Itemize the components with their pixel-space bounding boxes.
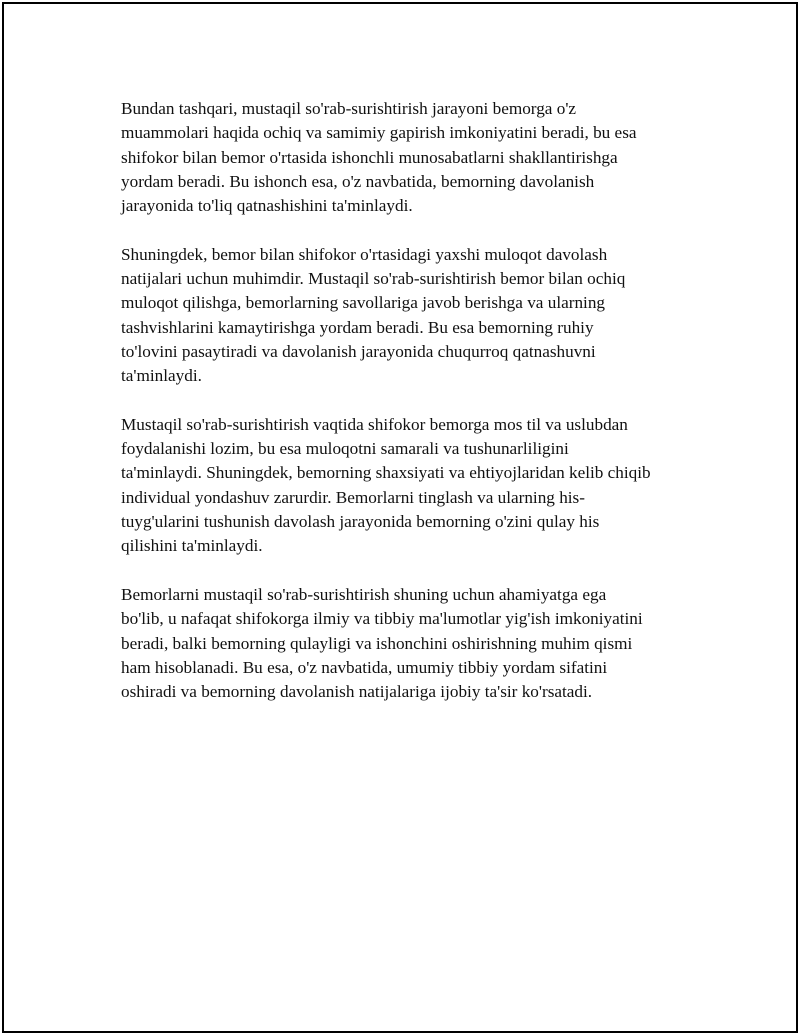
page-frame	[2, 2, 798, 1033]
paragraph-4: Bemorlarni mustaqil so'rab-surishtirish shuning uchun ahamiyatga ega bo'lib, u nafaqat shifokorga ilmiy va tibbiy ma'lumotlar yig'ish imkoniyatini beradi, balki bemorning qulayligi va ishonchini oshirishning muhim qismi ham hisoblanadi. Bu esa, o'z navbatida, umumiy tibbiy yordam sifatini oshiradi va bemorning davolanish natijalariga ijobiy ta'sir ko'rsatadi.	[121, 584, 643, 702]
document-body	[121, 97, 701, 729]
paragraph-3: Mustaqil so'rab-surishtirish vaqtida shifokor bemorga mos til va uslubdan foydalanishi lozim, bu esa muloqotni samarali va tushunarliligini ta'minlaydi. Shuningdek, bemorning shaxsiyati va ehtiyojlaridan kelib chiqib individual yondashuv zarurdir. Bemorlarni tinglash va ularning his- tuyg'ularini tushunish davolash jarayonida bemorning o'zini qulay his qilishini ta'minlaydi.	[121, 414, 651, 556]
paragraph-1: Bundan tashqari, mustaqil so'rab-surishtirish jarayoni bemorga o'z muammolari haqida ochiq va samimiy gapirish imkoniyatini beradi, bu esa shifokor bilan bemor o'rtasida ishonchli munosabatlarni shakllantirishga yordam beradi. Bu ishonch esa, o'z navbatida, bemorning davolanish jarayonida to'liq qatnashishini ta'minlaydi.	[121, 99, 637, 216]
paragraph-2: Shuningdek, bemor bilan shifokor o'rtasidagi yaxshi muloqot davolash natijalari uchun muhimdir. Mustaqil so'rab-surishtirish bemor bilan ochiq muloqot qilishga, bemorlarning savollariga javob berishga va ularning tashvishlarini kamaytirishga yordam beradi. Bu esa bemorning ruhiy to'lovini pasaytiradi va davolanish jarayonida chuqurroq qatnashuvni ta'minlaydi.	[121, 244, 626, 386]
